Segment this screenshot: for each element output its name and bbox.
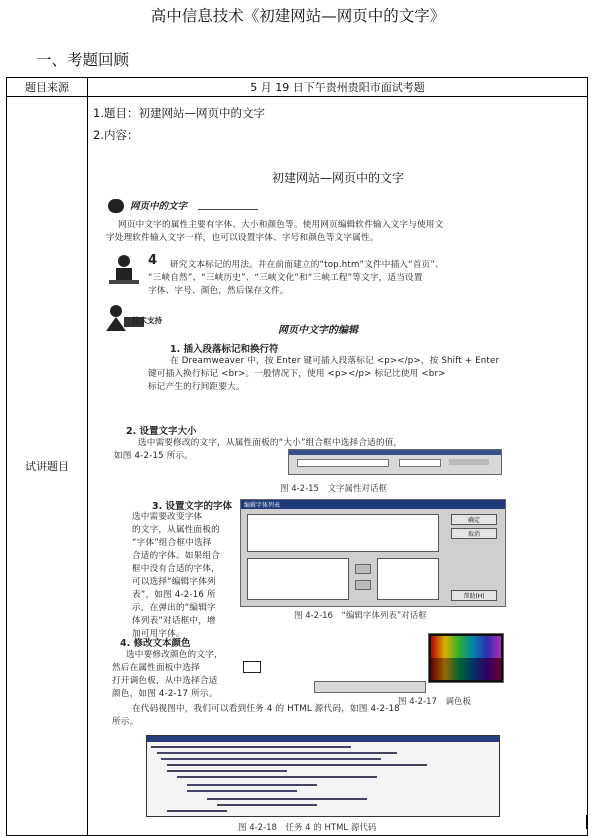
color-palette-screenshot bbox=[428, 633, 504, 683]
step4-line6: 所示。 bbox=[112, 717, 139, 727]
color-swatch-icon bbox=[243, 661, 261, 673]
property-panel-screenshot bbox=[288, 449, 502, 475]
dialog-ok-button: 确定 bbox=[451, 514, 497, 525]
step4-line4: 颜色，如图 4-2-17 所示。 bbox=[112, 689, 218, 699]
step3-line: 加可用字体。 bbox=[132, 629, 185, 639]
step1-head: 1. 插入段落标记和换行符 bbox=[170, 344, 279, 355]
step3-line: 选中需要改变字体 bbox=[132, 512, 203, 522]
source-label: 题目来源 bbox=[7, 78, 88, 97]
step3-line: 体列表”对话框中，增 bbox=[132, 616, 216, 626]
step3-line: 可以选择“编辑字体列 bbox=[132, 577, 216, 587]
document-title: 高中信息技术《初建网站—网页中的文字》 bbox=[150, 7, 446, 25]
property-strip-screenshot bbox=[314, 681, 426, 693]
dialog-title: 编辑字体列表 bbox=[244, 502, 281, 509]
tech-support-label: 技术支持 bbox=[132, 316, 162, 325]
step1-line1: 在 Dreamweaver 中，按 Enter 键可插入段落标记 <p></p>，按 Shift + Enter bbox=[170, 356, 500, 366]
content-title: 初建网站—网页中的文字 bbox=[271, 171, 404, 185]
step4-head: 4. 修改文本颜色 bbox=[120, 638, 191, 649]
task-line1: 研究文本标记的用法。并在前面建立的“top.htm”文件中插入“首页”、 bbox=[170, 260, 444, 270]
step3-line: 合适的字体。如果组合 bbox=[132, 551, 220, 561]
textbook-scan bbox=[98, 195, 578, 835]
para1-line1: 网页中文字的属性主要有字体、大小和颜色等。使用网页编辑软件输入文字与使用文 bbox=[118, 220, 444, 230]
step3-line: 表”，如图 4-2-16 所 bbox=[132, 590, 216, 600]
section-heading: 一、考题回顾 bbox=[36, 51, 130, 69]
step4-line1: 选中要修改颜色的文字， bbox=[126, 650, 223, 660]
task-number: 4 bbox=[148, 253, 158, 268]
step4-line3: 打开调色板，从中选择合适 bbox=[112, 676, 218, 686]
step3-line: 框中没有合适的字体， bbox=[132, 564, 220, 574]
para1-line2: 字处理软件输入文字一样，也可以设置字体、字号和颜色等文字属性。 bbox=[106, 233, 379, 243]
step1-line3: 标记产生的行间距要大。 bbox=[148, 382, 245, 392]
step1-line2: 键可插入换行标记 <br>。一般情况下，使用 <p></p> 标记比使用 <br> bbox=[148, 369, 446, 379]
dialog-cancel-button: 取消 bbox=[451, 528, 497, 539]
step3-line: “字体”组合框中选择 bbox=[132, 538, 212, 548]
step4-line5: 在代码视图中，我们可以看到任务 4 的 HTML 源代码，如图 4-2-18 bbox=[132, 704, 400, 714]
fig-4-2-16-caption: 图 4-2-16 “编辑字体列表”对话框 bbox=[294, 611, 427, 621]
question-table bbox=[6, 77, 588, 836]
step3-line: 的文字，从属性面板的 bbox=[132, 525, 220, 535]
step4-line2: 然后在属性面板中选择 bbox=[112, 663, 200, 673]
step3-head: 3. 设置文字的字体 bbox=[152, 501, 233, 512]
dialog-help-button: 帮助(H) bbox=[451, 590, 497, 601]
source-value: 5 月 19 日下午贵州贵阳市面试考题 bbox=[88, 78, 588, 97]
task-line2: “三峡自然”、“三峡历史”、“三峡文化”和“三峡工程”等文字，适当设置 bbox=[148, 273, 423, 283]
fig-4-2-18-caption: 图 4-2-18 任务 4 的 HTML 源代码 bbox=[238, 823, 377, 833]
fig-4-2-17-caption: 图 4-2-17 调色板 bbox=[398, 697, 471, 707]
fig-4-2-15-caption: 图 4-2-15 文字属性对话框 bbox=[280, 484, 387, 494]
tech-head: 网页中文字的编辑 bbox=[278, 325, 358, 336]
task-figure-icon bbox=[104, 253, 144, 287]
step2-head: 2. 设置文字大小 bbox=[126, 426, 197, 437]
divider-line bbox=[198, 209, 258, 210]
body-row bbox=[7, 97, 588, 836]
section-badge-icon bbox=[108, 199, 124, 213]
step3-lines bbox=[132, 511, 220, 641]
step2-line1: 选中需要修改的文字，从属性面板的“大小”组合框中选择合适的值， bbox=[138, 438, 403, 448]
header-row bbox=[7, 78, 588, 97]
step2-line2: 如图 4-2-15 所示。 bbox=[114, 451, 194, 461]
topic-content-cell bbox=[88, 97, 588, 836]
item-title: 1.题目：初建网站—网页中的文字 bbox=[93, 106, 265, 120]
text-cursor bbox=[586, 815, 587, 829]
item-content-label: 2.内容： bbox=[93, 128, 139, 142]
section-head: 网页中的文字 bbox=[130, 201, 188, 212]
font-list-dialog-screenshot bbox=[240, 499, 506, 607]
topic-label: 试讲题目 bbox=[7, 97, 88, 836]
task-line3: 字体、字号、颜色，然后保存文件。 bbox=[148, 286, 289, 296]
html-code-screenshot bbox=[146, 735, 500, 817]
step3-line: 示，在弹出的“编辑字 bbox=[132, 603, 216, 613]
